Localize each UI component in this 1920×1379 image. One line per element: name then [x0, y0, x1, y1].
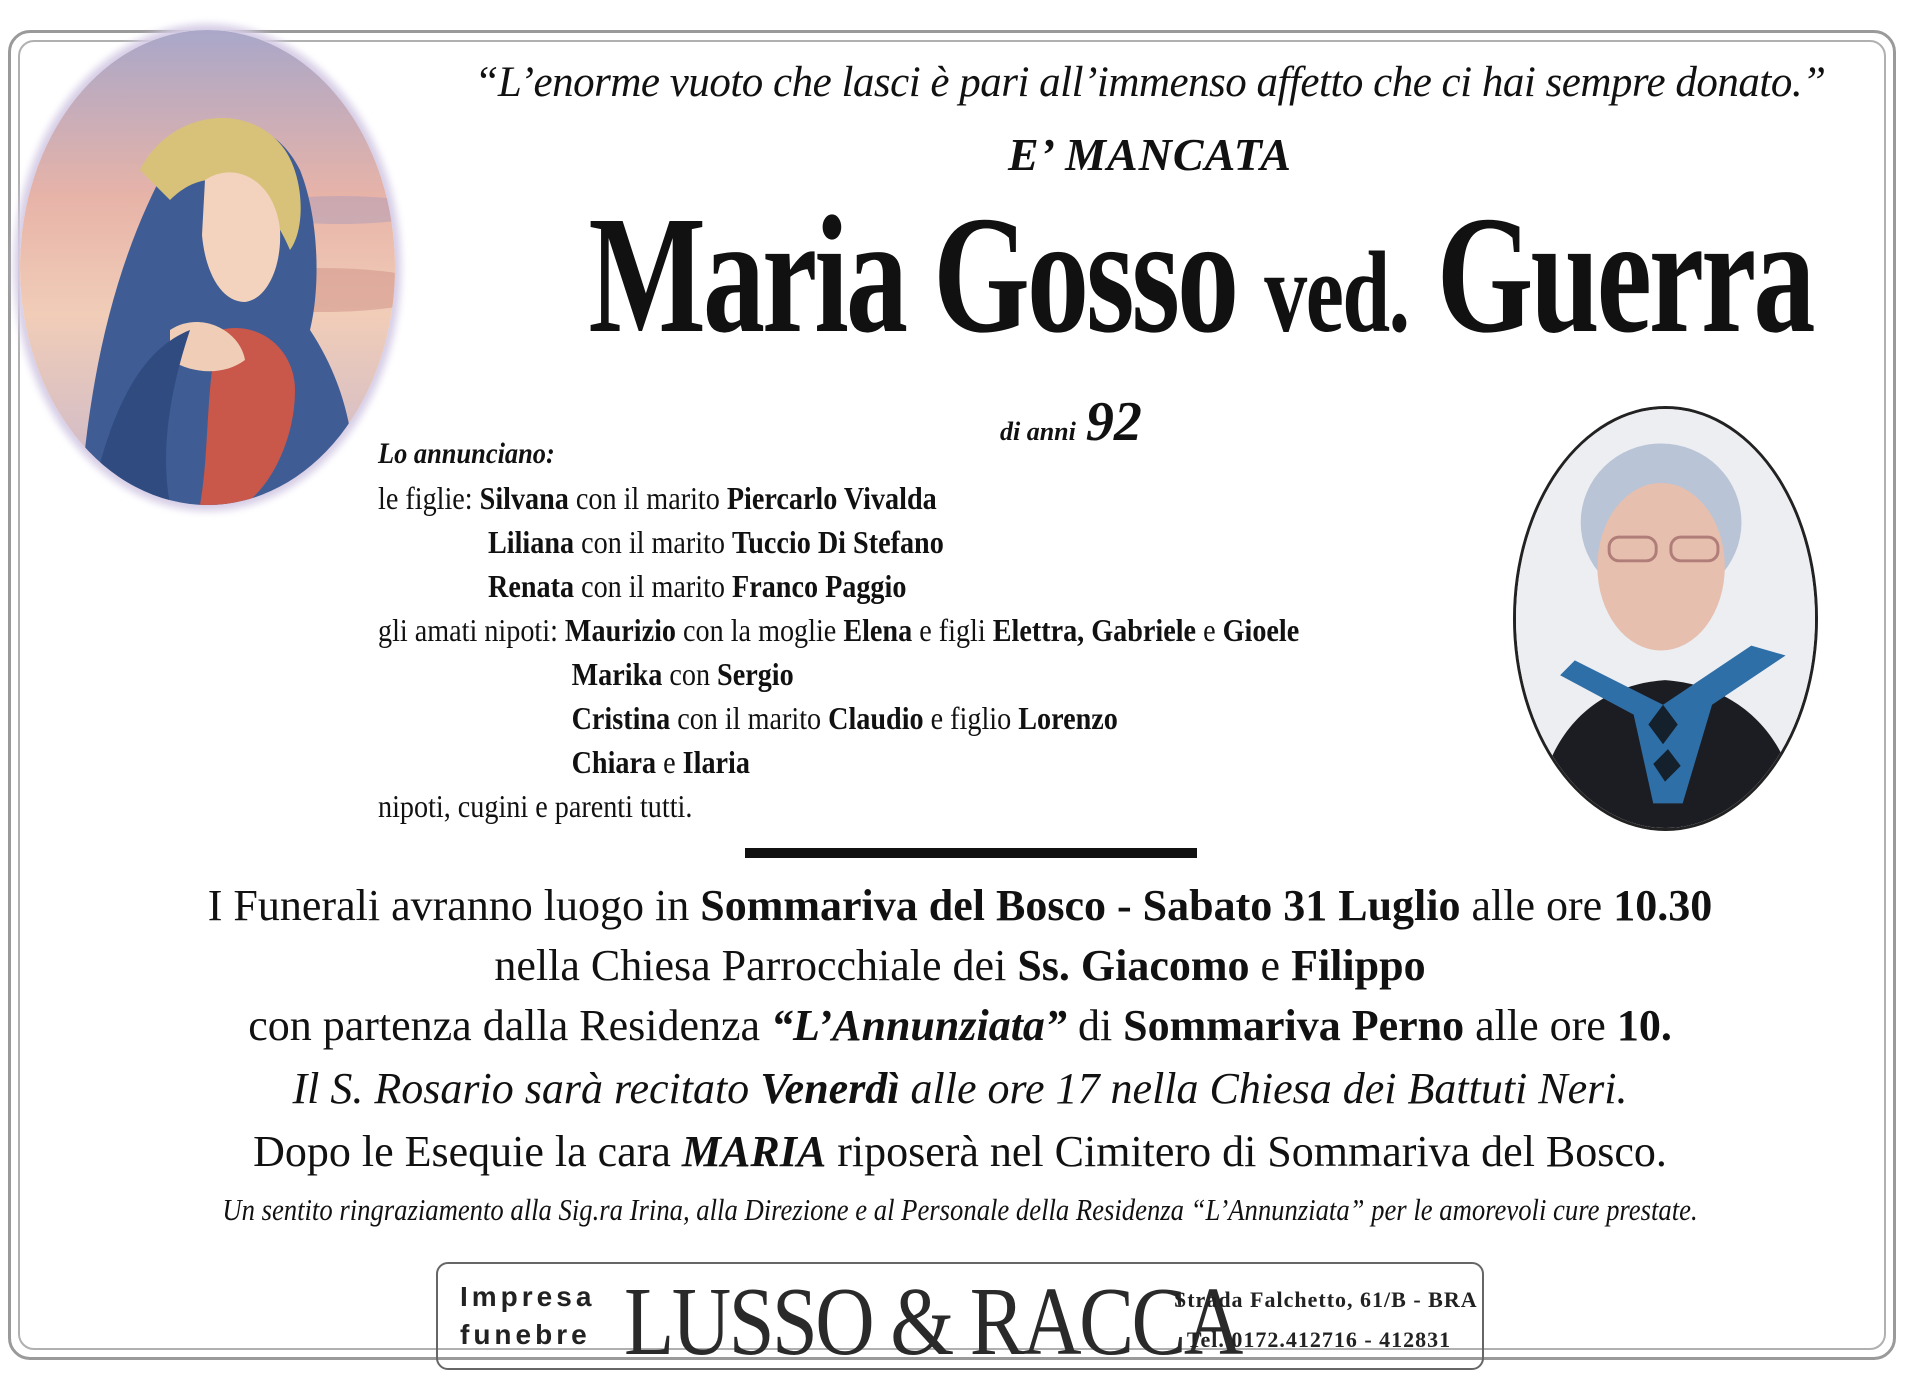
funeral-line-2 — [40, 940, 1880, 991]
family-list — [378, 432, 1299, 828]
relation-text: con — [669, 656, 711, 692]
grandchild-row — [378, 740, 1299, 784]
funeral-text: alle ore — [1464, 1001, 1617, 1050]
burial-text: Dopo le Esequie la cara — [253, 1127, 682, 1176]
daughter-name: Renata — [488, 568, 575, 604]
thanks-note: Un sentito ringraziamento alla Sig.ra Irina, alla Direzione e al Personale della Residenza “L’Annunziata” per le amorevoli cure prestate. — [222, 1192, 1698, 1227]
grandchild-name: Cristina — [571, 700, 671, 736]
daughter-row — [378, 564, 1299, 608]
grandchild-name: Maurizio — [564, 612, 676, 648]
children-names: Gioele — [1222, 612, 1300, 648]
spouse-name: Sergio — [717, 656, 794, 692]
grandchild-name: Chiara — [571, 744, 657, 780]
age-prefix: di anni — [1000, 417, 1076, 446]
agency-address: Strada Falchetto, 61/B - BRA — [1174, 1287, 1478, 1312]
relation-text: e figlio — [930, 700, 1012, 736]
funeral-text: con partenza dalla Residenza — [248, 1001, 772, 1050]
grandchildren-label: gli amati nipoti: — [378, 612, 558, 648]
funeral-time: 10.30 — [1613, 881, 1713, 930]
grandchild-name: Marika — [571, 656, 663, 692]
departure-time: 10. — [1616, 1001, 1672, 1050]
funeral-text: e — [1249, 941, 1292, 990]
agency-label — [460, 1278, 595, 1354]
deceased-portrait — [1513, 406, 1818, 831]
relation-text: con il marito — [575, 480, 720, 516]
children-names: Lorenzo — [1018, 700, 1118, 736]
deceased-name — [588, 180, 1813, 388]
other-relatives: nipoti, cugini e parenti tutti. — [378, 788, 693, 824]
section-divider — [745, 848, 1197, 858]
spouse-name: Ilaria — [682, 744, 750, 780]
daughters-label: le figlie: — [378, 480, 473, 516]
age-value: 92 — [1085, 391, 1142, 453]
relation-text: e figli — [919, 612, 986, 648]
agency-name: LUSSO & RACCA — [624, 1268, 1241, 1376]
name-first: Maria Gosso — [588, 182, 1237, 368]
relation-text: e — [1203, 612, 1216, 648]
church-name: Filippo — [1291, 941, 1426, 990]
spouse-name: Franco Paggio — [732, 568, 907, 604]
daughter-name: Liliana — [488, 524, 575, 560]
funeral-place-date: Sommariva del Bosco - Sabato 31 Luglio — [700, 881, 1461, 930]
spouse-name: Piercarlo Vivalda — [726, 480, 937, 516]
agency-phone: Tel. 0172.412716 - 412831 — [1186, 1327, 1452, 1352]
daughter-row — [378, 520, 1299, 564]
deceased-first-name: MARIA — [681, 1127, 827, 1176]
madonna-image — [20, 30, 395, 505]
relation-text: con il marito — [581, 568, 725, 604]
daughter-row — [378, 476, 1299, 520]
funeral-agency-box — [436, 1262, 1484, 1376]
announcers-label: Lo annunciano: — [378, 437, 555, 470]
name-ved: ved. — [1264, 229, 1409, 357]
funeral-text: alle ore — [1460, 881, 1614, 930]
memorial-quote: “L’enorme vuoto che lasci è pari all’immenso affetto che ci hai sempre donato.” — [474, 59, 1826, 106]
agency-label-line: Impresa — [460, 1281, 596, 1312]
rosary-text: alle ore 17 nella Chiesa dei Battuti Neri. — [899, 1064, 1628, 1113]
burial-text: riposerà nel Cimitero di Sommariva del Bosco. — [826, 1127, 1667, 1176]
relation-text: con la moglie — [683, 612, 837, 648]
rosary-text: Il S. Rosario sarà recitato — [292, 1064, 761, 1113]
announcement-heading: E’ MANCATA — [1008, 129, 1292, 180]
spouse-name: Tuccio Di Stefano — [732, 524, 944, 560]
church-name: Ss. Giacomo — [1017, 941, 1250, 990]
rosary-day: Venerdì — [760, 1064, 900, 1113]
spouse-name: Claudio — [828, 700, 924, 736]
relation-text: con il marito — [581, 524, 726, 560]
children-names: Elettra, Gabriele — [992, 612, 1197, 648]
relation-text: con il marito — [677, 700, 822, 736]
grandchild-row — [378, 652, 1299, 696]
funeral-line-1 — [40, 880, 1880, 931]
funeral-text: nella Chiesa Parrocchiale dei — [494, 941, 1018, 990]
name-last: Guerra — [1436, 182, 1813, 368]
funeral-text: di — [1066, 1001, 1124, 1050]
departure-place: Sommariva Perno — [1123, 1001, 1465, 1050]
funeral-text: I Funerali avranno luogo in — [207, 881, 701, 930]
grandchild-row — [378, 608, 1299, 652]
spouse-name: Elena — [843, 612, 913, 648]
relation-text: e — [663, 744, 676, 780]
funeral-line-3 — [40, 1000, 1880, 1051]
rosary-line — [40, 1063, 1880, 1114]
agency-contact — [1174, 1280, 1478, 1360]
residence-name: “L’Annunziata” — [771, 1001, 1067, 1050]
burial-line — [40, 1126, 1880, 1177]
grandchild-row — [378, 696, 1299, 740]
daughter-name: Silvana — [479, 480, 569, 516]
agency-label-line: funebre — [460, 1319, 591, 1350]
